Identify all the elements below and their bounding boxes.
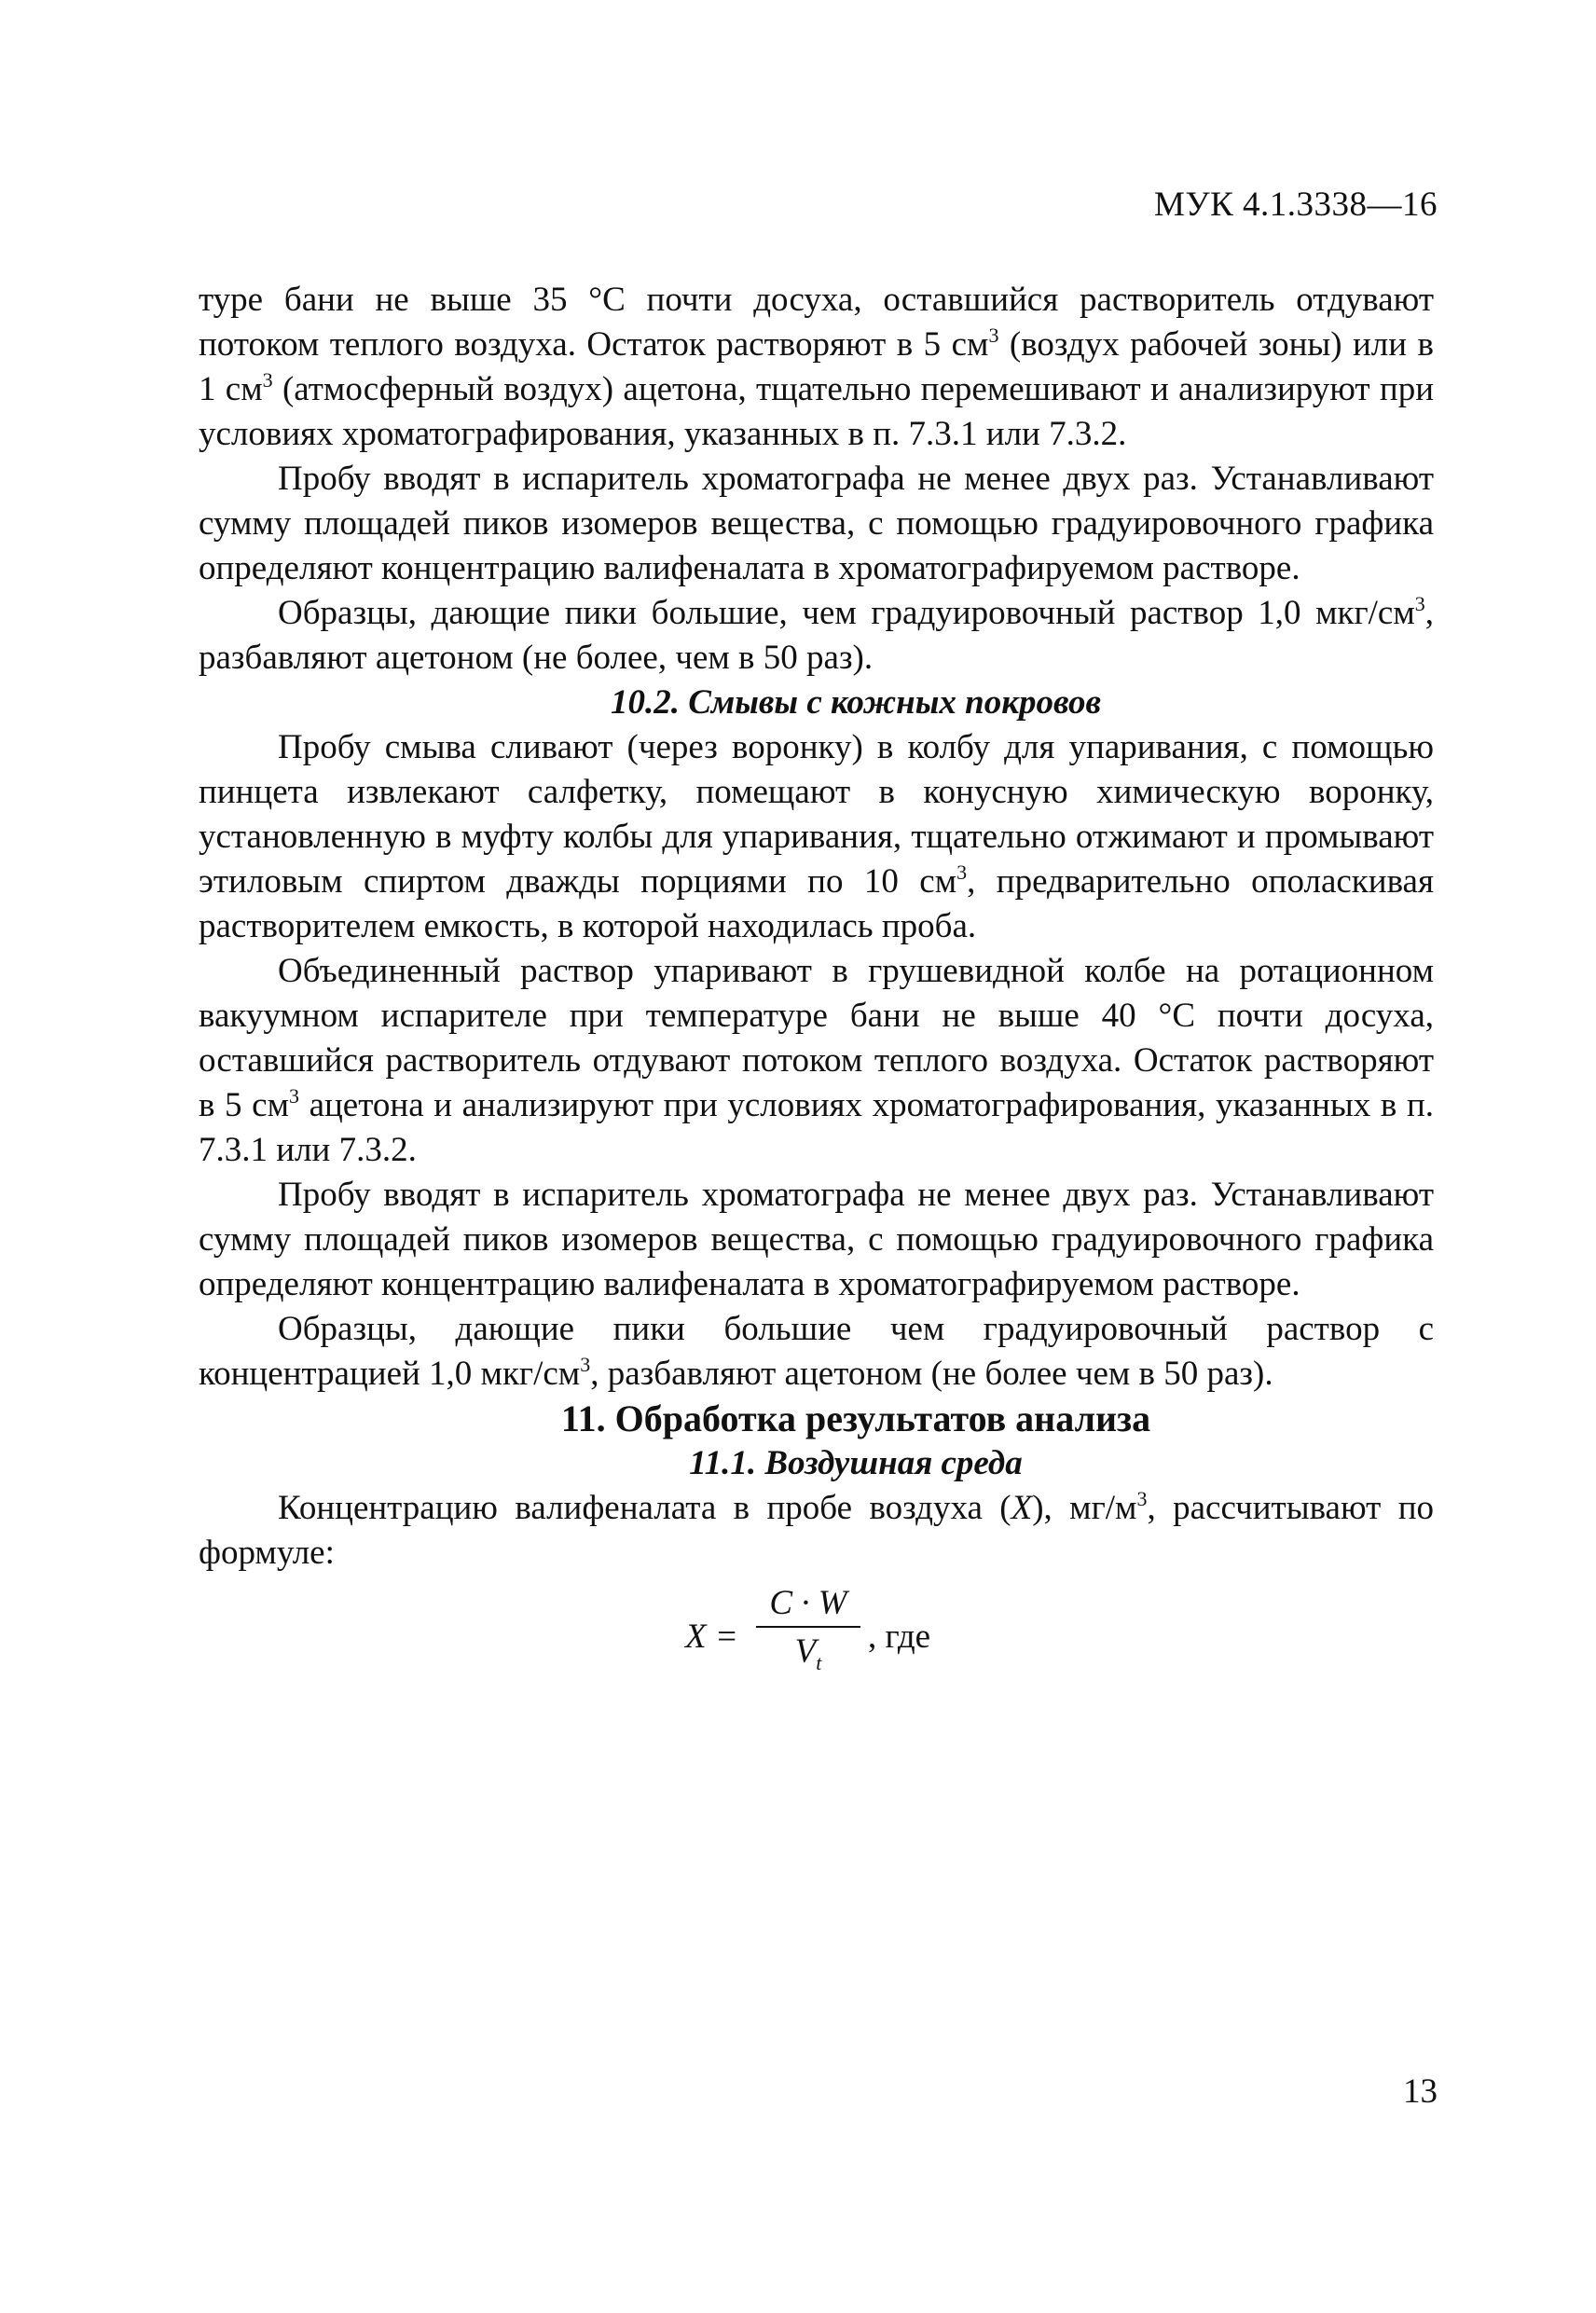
page-number: 13: [1403, 2072, 1438, 2111]
paragraph-formula-intro: Концентрацию валифеналата в пробе воздуха (X), $мг/м^3$, рассчитывают по формуле:: [199, 1487, 1434, 1572]
paragraph-injection: Пробу вводят в испаритель хроматографа не менее двух раз. Устанавливают сумму площадей пиков изомеров вещества, с помощью градуировочного графика определяют концентрацию валифеналата в хроматографируемом растворе.: [199, 460, 1434, 587]
paragraph-dilution: Образцы, дающие пики большие, чем градуировочный раствор 1,0 мкг/$см^3$, разбавляют ацетоном (не более, чем в 50 раз).: [199, 592, 1434, 677]
formula-denominator: $V_t$: [794, 1632, 822, 1674]
paragraph-continuation: туре бани не выше 35 °С почти досуха, оставшийся растворитель отдувают потоком теплого воздуха. Остаток растворяют в 5 $см^3$ (воздух рабочей зоны) или в 1 $см^3$ (атмосферный воздух) ацетона, тщательно перемешивают и анализируют при условиях хроматографирования, указанных в п. 7.3.1 или 7.3.2.: [199, 281, 1434, 453]
document-code-header: МУК 4.1.3338—16: [1153, 186, 1438, 224]
paragraph-evaporation: Объединенный раствор упаривают в грушевидной колбе на ротационном вакуумном испарителе при температуре бани не выше 40 °С почти досуха, оставшийся растворитель отдувают потоком теплого воздуха. Остаток растворяют в 5 $см^3$ ацетона и анализируют при условиях хроматографирования, указанных в п. 7.3.1 или 7.3.2.: [199, 952, 1434, 1169]
paragraph-dilution-2: Образцы, дающие пики большие чем градуировочный раствор с концентрацией 1,0 мкг/$см^3$, разбавляют ацетоном (не более чем в 50 раз).: [199, 1310, 1434, 1393]
document-body: [199, 278, 1434, 1686]
formula-fraction-bar: [756, 1626, 860, 1628]
section-heading-11: 11. Обработка результатов анализа: [560, 1397, 1151, 1439]
formula-lhs: X =: [685, 1618, 738, 1656]
formula-fraction: [756, 1583, 860, 1684]
formula-tail: , где: [868, 1618, 931, 1656]
subsection-heading-11-1: 11.1. Воздушная среда: [689, 1444, 1023, 1482]
formula-numerator: C · W: [769, 1584, 847, 1622]
paragraph-swab-procedure: Пробу смыва сливают (через воронку) в колбу для упаривания, с помощью пинцета извлекают салфетку, помещают в конусную химическую воронку, установленную в муфту колбы для упаривания, тщательно отжимают и промывают этиловым спиртом дважды порциями по 10 $см^3$, предварительно ополаскивая растворителем емкость, в которой находилась проба.: [199, 728, 1434, 945]
concentration-formula: [199, 1583, 1434, 1686]
paragraph-injection-2: Пробу вводят в испаритель хроматографа не менее двух раз. Устанавливают сумму площадей пиков изомеров вещества, с помощью градуировочного графика определяют концентрацию валифеналата в хроматографируемом растворе.: [199, 1176, 1434, 1303]
subsection-heading-10-2: 10.2. Смывы с кожных покровов: [610, 683, 1102, 722]
